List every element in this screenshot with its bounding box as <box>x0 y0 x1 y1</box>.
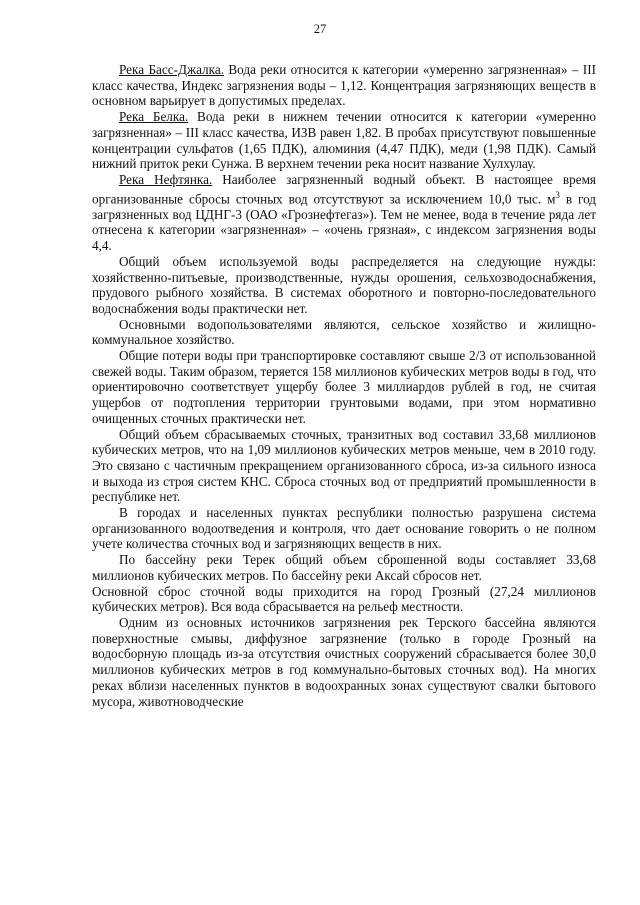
document-body <box>92 62 596 709</box>
superscript-cubic: 3 <box>555 189 560 200</box>
paragraph-text: Наиболее загрязненный водный объект. В настоящее время организованные сбросы сточных вод отсутствуют за исключением 10,0 тыс. м <box>92 171 596 207</box>
river-heading: Река Басс-Джалка. <box>119 62 224 77</box>
paragraph-text: Вода реки относится к категории «умеренно загрязненная» – III класс качества, Индекс загрязнения воды – 1,12. Концентрация загрязняющих веществ в основном варьирует в допустимых пределах. <box>92 62 596 109</box>
river-heading: Река Нефтянка. <box>119 171 213 187</box>
river-heading: Река Белка. <box>119 109 189 125</box>
paragraph-drainage-systems: В городах и населенных пунктах республики полностью разрушена система организованного водоотведения и контроля, что дает основание говорить о не полном учете количества сточных вод и загрязняющих веществ в них. <box>92 505 596 552</box>
paragraph-terek-basin: По бассейну реки Терек общий объем сброшенной воды составляет 33,68 миллионов кубических метров. По бассейну реки Аксай сбросов нет. <box>92 552 596 583</box>
paragraph-discharge-volume: Общий объем сбрасываемых сточных, транзитных вод составил 33,68 миллионов кубических метров, что на 1,09 миллионов кубических метров меньше, чем в 2010 году. Это связано с частичным прекращением организованного сброса, из-за сильного износа и выхода из строя систем КНС. Сброса сточных вод от предприятий промышленности в республике нет. <box>92 426 596 505</box>
paragraph-water-losses: Общие потери воды при транспортировке составляют свыше 2/3 от использованной свежей воды. Таким образом, теряется 158 миллионов кубических метров воды в год, что ориентировочно соответствует ущербу более 3 миллиардов рублей в год, не считая ущербов от подтопления территории грунтовыми водами, при этом нормативно очищенных сточных практически нет. <box>92 348 596 426</box>
paragraph-water-use: Общий объем используемой воды распределяется на следующие нужды: хозяйственно-питьевые, производственные, нужды орошения, сельхозводоснабжения, прудового рыбного хозяйства. В системах оборотного и повторно-последовательного водоснабжения воды практически нет. <box>92 253 596 316</box>
paragraph-pollution-sources: Одним из основных источников загрязнения рек Терского бассейна являются поверхностные смывы, диффузное загрязнение (только в городе Грозный на водосборную площадь из-за отсутствия очистных сооружений сбрасывается более 30,0 миллионов кубических метров в год коммунально-бытовых сточных вод). На многих реках вблизи населенных пунктов в водоохранных зонах существуют свалки бытового мусора, животноводческие <box>92 615 596 709</box>
paragraph-bass-dzhalka <box>92 62 596 109</box>
paragraph-neftyanka <box>92 172 596 254</box>
paragraph-text: в год загрязненных вод ЦДНГ-3 (ОАО «Грознефтегаз»). Тем не менее, вода в течение ряда лет отнесена к категории «загрязненная» – «очень грязная», с индексом загрязнения воды 4,4. <box>92 191 596 254</box>
page-number: 27 <box>313 22 327 36</box>
paragraph-belka <box>92 109 596 172</box>
paragraph-main-users: Основными водопользователями являются, сельское хозяйство и жилищно-коммунальное хозяйство. <box>92 316 596 348</box>
paragraph-grozny-discharge: Основной сброс сточной воды приходится на город Грозный (27,24 миллионов кубических метров). Вся вода сбрасывается на рельеф местности. <box>92 583 596 615</box>
paragraph-text: Вода реки в нижнем течении относится к категории «умеренно загрязненная» – III класс качества, ИЗВ равен 1,82. В пробах присутствуют повышенные концентрации сульфатов (1,65 ПДК), алюминия (4,47 ПДК), меди (1,98 ПДК). Самый нижний приток реки Сунжа. В верхнем течении река носит название Хулхулау. <box>92 109 596 172</box>
